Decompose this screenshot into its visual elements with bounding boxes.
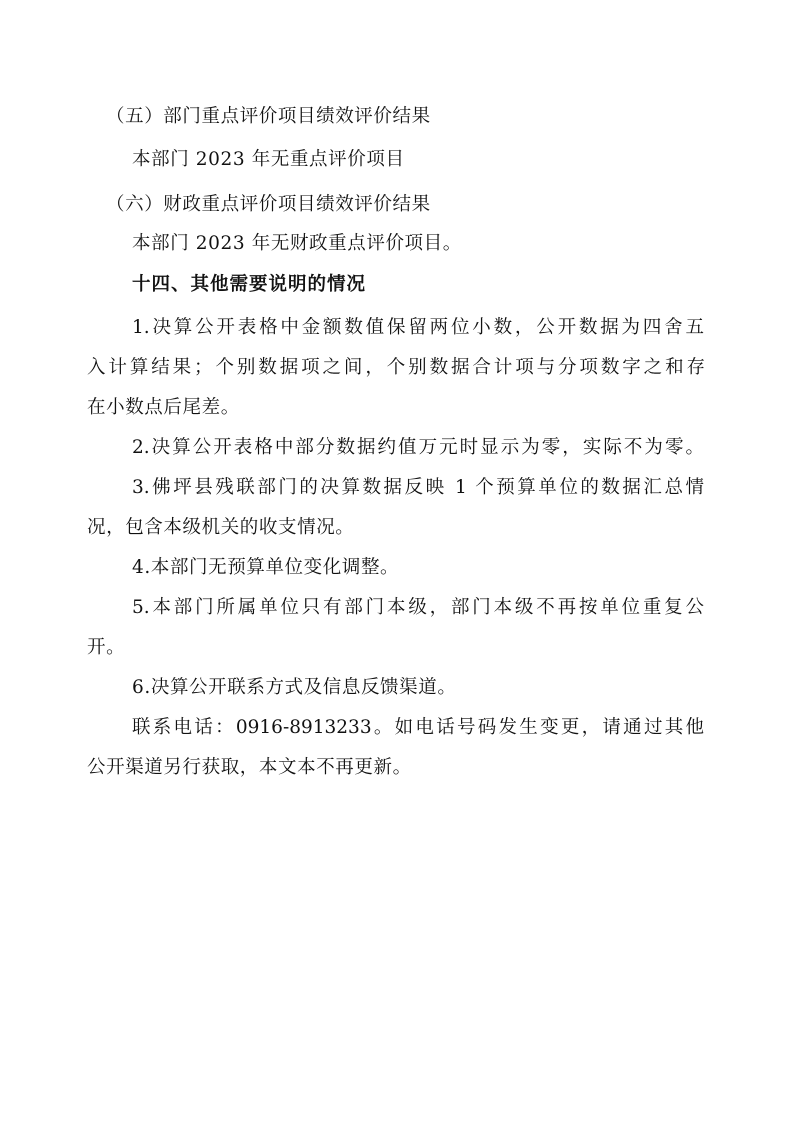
section6-title: （六）财政重点评价项目绩效评价结果 <box>106 194 431 215</box>
section5-body: 本部门 2023 年无重点评价项目 <box>132 149 405 170</box>
item1-line1: 1.决算公开表格中金额数值保留两位小数，公开数据为四舍五 <box>132 317 704 338</box>
item1-line3: 在小数点后尾差。 <box>87 397 240 418</box>
item5-line2: 开。 <box>87 637 126 658</box>
section14-title: 十四、其他需要说明的情况 <box>132 274 367 295</box>
item4-line1: 4.本部门无预算单位变化调整。 <box>132 557 400 578</box>
item2-line1: 2.决算公开表格中部分数据约值万元时显示为零，实际不为零。 <box>132 437 704 458</box>
section5-title: （五）部门重点评价项目绩效评价结果 <box>106 106 431 127</box>
item3-line2: 况，包含本级机关的收支情况。 <box>87 517 355 538</box>
contact-line1: 联系电话：0916-8913233。如电话号码发生变更，请通过其他 <box>132 717 704 738</box>
section6-body: 本部门 2023 年无财政重点评价项目。 <box>132 233 462 254</box>
item6-line1: 6.决算公开联系方式及信息反馈渠道。 <box>132 677 457 698</box>
item5-line1: 5.本部门所属单位只有部门本级，部门本级不再按单位重复公 <box>132 597 704 618</box>
contact-line2: 公开渠道另行获取，本文本不再更新。 <box>87 757 412 778</box>
item3-line1: 3.佛坪县残联部门的决算数据反映 1 个预算单位的数据汇总情 <box>132 477 704 498</box>
item1-line2: 入计算结果；个别数据项之间，个别数据合计项与分项数字之和存 <box>87 357 705 378</box>
